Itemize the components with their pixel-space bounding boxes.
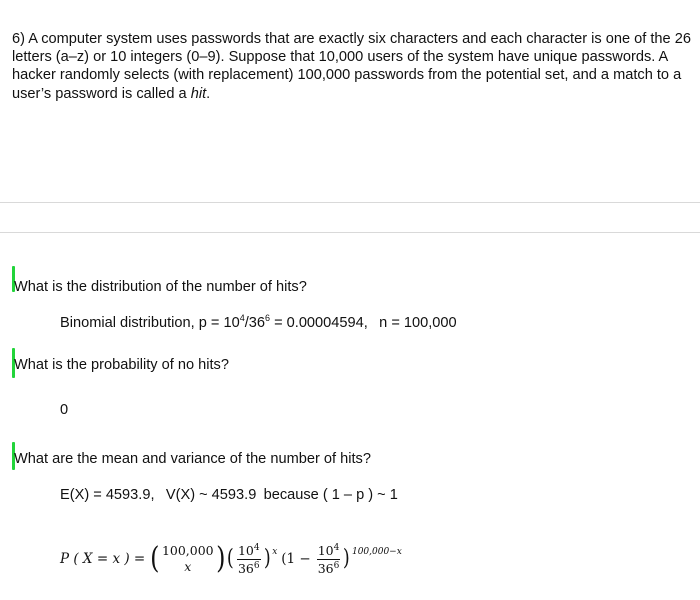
question-no-hits: What is the probability of no hits? xyxy=(14,357,229,373)
numerator-base: 10 xyxy=(237,542,254,558)
success-exponent: x xyxy=(272,547,278,557)
failure-numerator-exp: 4 xyxy=(333,542,340,553)
hit-term: hit xyxy=(190,85,207,102)
failure-exponent: 100,000−x xyxy=(351,547,402,557)
answer-distribution xyxy=(60,315,457,331)
answer-distribution-suffix: = 0.00004594, n = 100,000 xyxy=(270,315,457,331)
answer-distribution-prefix: Binomial distribution, p = 10 xyxy=(60,315,240,331)
binom-n: 100,000 xyxy=(161,543,214,558)
binom-right-paren: ) xyxy=(215,541,226,576)
success-fraction xyxy=(237,543,261,576)
failure-numerator xyxy=(317,543,341,560)
failure-prefix: (1 − xyxy=(281,551,311,567)
fraction-denominator xyxy=(238,560,260,576)
binom-stack xyxy=(162,543,214,575)
success-right-paren: ) xyxy=(263,546,271,571)
denominator-exp: 6 xyxy=(253,560,260,571)
exponent-4: 4 xyxy=(239,313,245,324)
denominator-base: 36 xyxy=(237,560,254,576)
problem-end: . xyxy=(206,85,211,102)
divider-bottom xyxy=(0,232,700,233)
failure-denominator xyxy=(318,560,340,576)
fraction-numerator xyxy=(237,543,261,560)
answer-distribution-mid: /36 xyxy=(244,315,265,331)
failure-denominator-exp: 6 xyxy=(333,560,340,571)
binom-k: x xyxy=(184,559,192,574)
failure-right-paren: ) xyxy=(343,546,351,571)
question-mean-variance: What are the mean and variance of the number of hits? xyxy=(14,451,371,467)
question-distribution: What is the distribution of the number of hits? xyxy=(14,279,307,295)
failure-fraction xyxy=(317,543,341,576)
answer-mean-variance: E(X) = 4593.9, V(X) ~ 4593.9 because ( 1 – p ) ~ 1 xyxy=(60,487,398,503)
problem-statement xyxy=(12,30,692,103)
binomial-coefficient xyxy=(149,543,226,575)
binomial-pmf-formula xyxy=(60,536,402,582)
problem-text: 6) A computer system uses passwords that are exactly six characters and each character is one of the 26 letters (a–z) or 10 integers (0–9). Suppose that 10,000 users of the system have unique passwords. A hacker randomly selects (with replacement) 100,000 passwords from the potential set, and a match to a user’s password is called a xyxy=(12,31,691,102)
numerator-exp: 4 xyxy=(253,542,260,553)
binom-left-paren: ( xyxy=(150,541,160,576)
failure-numerator-base: 10 xyxy=(317,542,334,558)
exponent-6: 6 xyxy=(265,313,271,324)
divider-top xyxy=(0,202,700,203)
formula-lhs: P ( X = x ) = xyxy=(60,551,146,567)
failure-denominator-base: 36 xyxy=(317,560,334,576)
answer-no-hits: 0 xyxy=(60,402,69,418)
success-left-paren: ( xyxy=(227,546,235,571)
